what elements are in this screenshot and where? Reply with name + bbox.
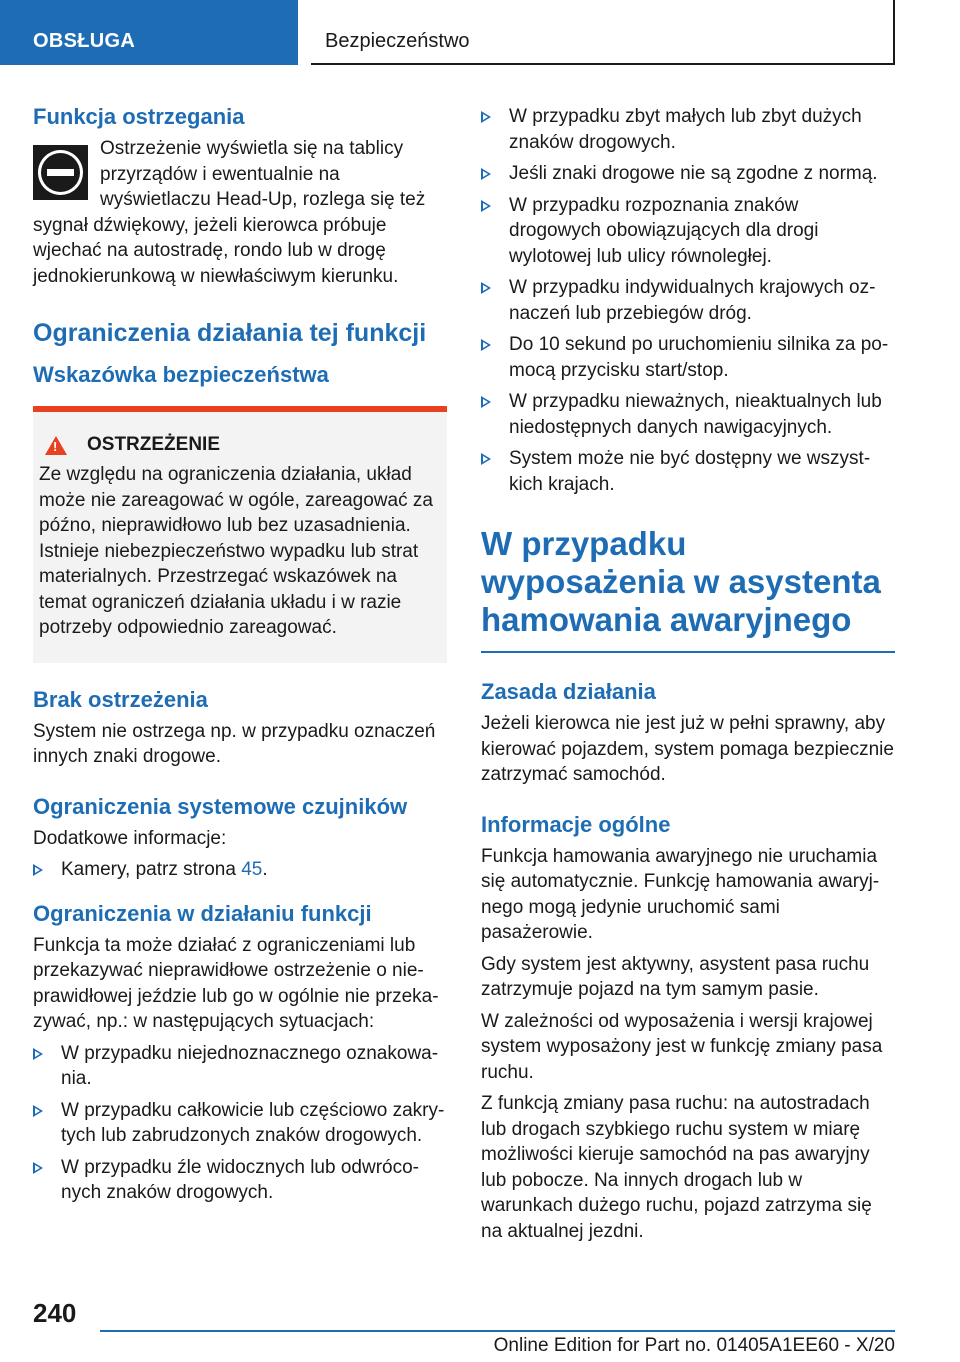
list-item: W przypadku źle widocznych lub odwróconych znaków drogowych.: [33, 1155, 447, 1206]
warning-function-intro: [33, 136, 447, 289]
heading-general-info: Informacje ogólne: [481, 811, 671, 837]
heading-limits: Ograniczenia działania tej funkcji: [33, 319, 427, 347]
bullet-triangle-icon: [33, 1048, 43, 1060]
general-text-1: Funkcja hamowania awaryjnego nie uruchamia się automatycznie. Funkcję hamowania awaryjnego mogą jedynie uruchomić sami pasażerowie.: [481, 845, 880, 943]
function-limits-list-continued: [481, 104, 895, 497]
bullet-triangle-icon: [481, 339, 491, 351]
section-tab: OBSŁUGA: [0, 0, 298, 65]
list-item: W przypadku nieważnych, nieaktualnych lub niedostępnych danych nawigacyjnych.: [481, 389, 895, 440]
right-column: [481, 100, 895, 1244]
heading-warning-function: Funkcja ostrzegania: [33, 104, 245, 129]
heading-function-limits: Ograniczenia w działaniu funkcji: [33, 900, 372, 926]
page-link[interactable]: 45: [241, 859, 263, 880]
no-warning-text: System nie ostrzega np. w przypadku oznaczeń innych znaki drogowe.: [33, 720, 436, 767]
principle-text: Jeżeli kierowca nie jest już w pełni sprawny, aby kierować pojazdem, system pomaga bezpiecznie zatrzymać samochód.: [481, 713, 894, 785]
page-number: 240: [33, 1298, 77, 1328]
bullet-triangle-icon: [481, 200, 491, 212]
bullet-triangle-icon: [33, 864, 43, 876]
function-limits-text: Funkcja ta może działać z ograniczeniami lub przekazywać nieprawidłowe ostrzeżenie o nieprawidłowej jeździe lub go w ogólnie nie przekazywać, np.: w następujących sytuacjach:: [33, 934, 439, 1032]
warning-text: Ze względu na ograniczenia działania, układ może nie zareagować w ogóle, zareagować za późno, nieprawidłowo lub bez uzasadnienia. Istnieje niebezpieczeństwo wypadku lub strat materialnych. Przestrzegać wskazówek na temat ograniczeń działania układu i w razie potrzeby odpowiednio zareagować.: [39, 464, 433, 638]
no-entry-icon: [33, 145, 88, 200]
list-item: Kamery, patrz strona 45.: [33, 857, 447, 883]
sensor-list: [33, 857, 447, 883]
list-item: Jeśli znaki drogowe nie są zgodne z normą.: [481, 161, 895, 187]
bullet-triangle-icon: [33, 1162, 43, 1174]
general-text-3: W zależności od wyposażenia i wersji krajowej system wyposażony jest w funkcję zmiany pasa ruchu.: [481, 1010, 883, 1083]
bullet-triangle-icon: [481, 453, 491, 465]
left-column: [33, 100, 447, 1212]
list-item: W przypadku rozpoznania znaków drogowych obowiązujących dla drogi wylotowej lub ulicy równoległej.: [481, 193, 895, 270]
list-item: W przypadku całkowicie lub częściowo zakrytych lub zabrudzonych znaków drogowych.: [33, 1098, 447, 1149]
bullet-triangle-icon: [481, 168, 491, 180]
footer-divider: [100, 1330, 895, 1332]
warning-triangle-icon: [45, 436, 67, 455]
bullet-triangle-icon: [481, 111, 491, 123]
general-text-2: Gdy system jest aktywny, asystent pasa ruchu zatrzymuje pojazd na tym samym pasie.: [481, 953, 870, 1000]
bullet-triangle-icon: [481, 396, 491, 408]
bullet-triangle-icon: [33, 1105, 43, 1117]
warning-box: [33, 406, 447, 663]
heading-no-warning: Brak ostrzeżenia: [33, 686, 208, 712]
warning-label: OSTRZEŻENIE: [87, 434, 221, 455]
list-item: W przypadku zbyt małych lub zbyt dużych znaków drogowych.: [481, 104, 895, 155]
footer-edition: Online Edition for Part no. 01405A1EE60 - X/20: [493, 1335, 895, 1356]
heading-sensor-limits: Ograniczenia systemowe czujników: [33, 793, 408, 819]
warning-function-text: Ostrzeżenie wyświetla się na tablicy przyrządów i ewentualnie na wyświetlaczu Head-Up, rozlega się też sygnał dźwiękowy, jeżeli kierowca próbuje wjechać na autostradę, rondo lub w drogę jednokierunkową w niewłaściwym kierunku.: [33, 138, 426, 287]
heading-safety-note: Wskazówka bezpieczeństwa: [33, 362, 329, 387]
heading-emergency-assistant: W przypadku wyposażenia w asystenta hamowania awaryjnego: [481, 525, 895, 653]
function-limits-list: [33, 1041, 447, 1206]
bullet-triangle-icon: [481, 282, 491, 294]
list-item: W przypadku niejednoznacznego oznakowania.: [33, 1041, 447, 1092]
list-item: W przypadku indywidualnych krajowych oznaczeń lub przebiegów dróg.: [481, 275, 895, 326]
list-item: Do 10 sekund po uruchomieniu silnika za pomocą przycisku start/stop.: [481, 332, 895, 383]
general-text-4: Z funkcją zmiany pasa ruchu: na autostradach lub drogach szybkiego ruchu system w miarę możliwości kieruje samochód na pas awaryjny lub pobocze. Na innych drogach lub w warunkach dużego ruchu, pojazd zatrzyma się na aktualnej jezdni.: [481, 1093, 872, 1242]
sensor-text: Dodatkowe informacje:: [33, 827, 227, 849]
warning-title: [39, 434, 441, 456]
heading-principle: Zasada działania: [481, 679, 656, 704]
list-item: System może nie być dostępny we wszystkich krajach.: [481, 446, 895, 497]
chapter-title: Bezpieczeństwo: [311, 0, 895, 65]
